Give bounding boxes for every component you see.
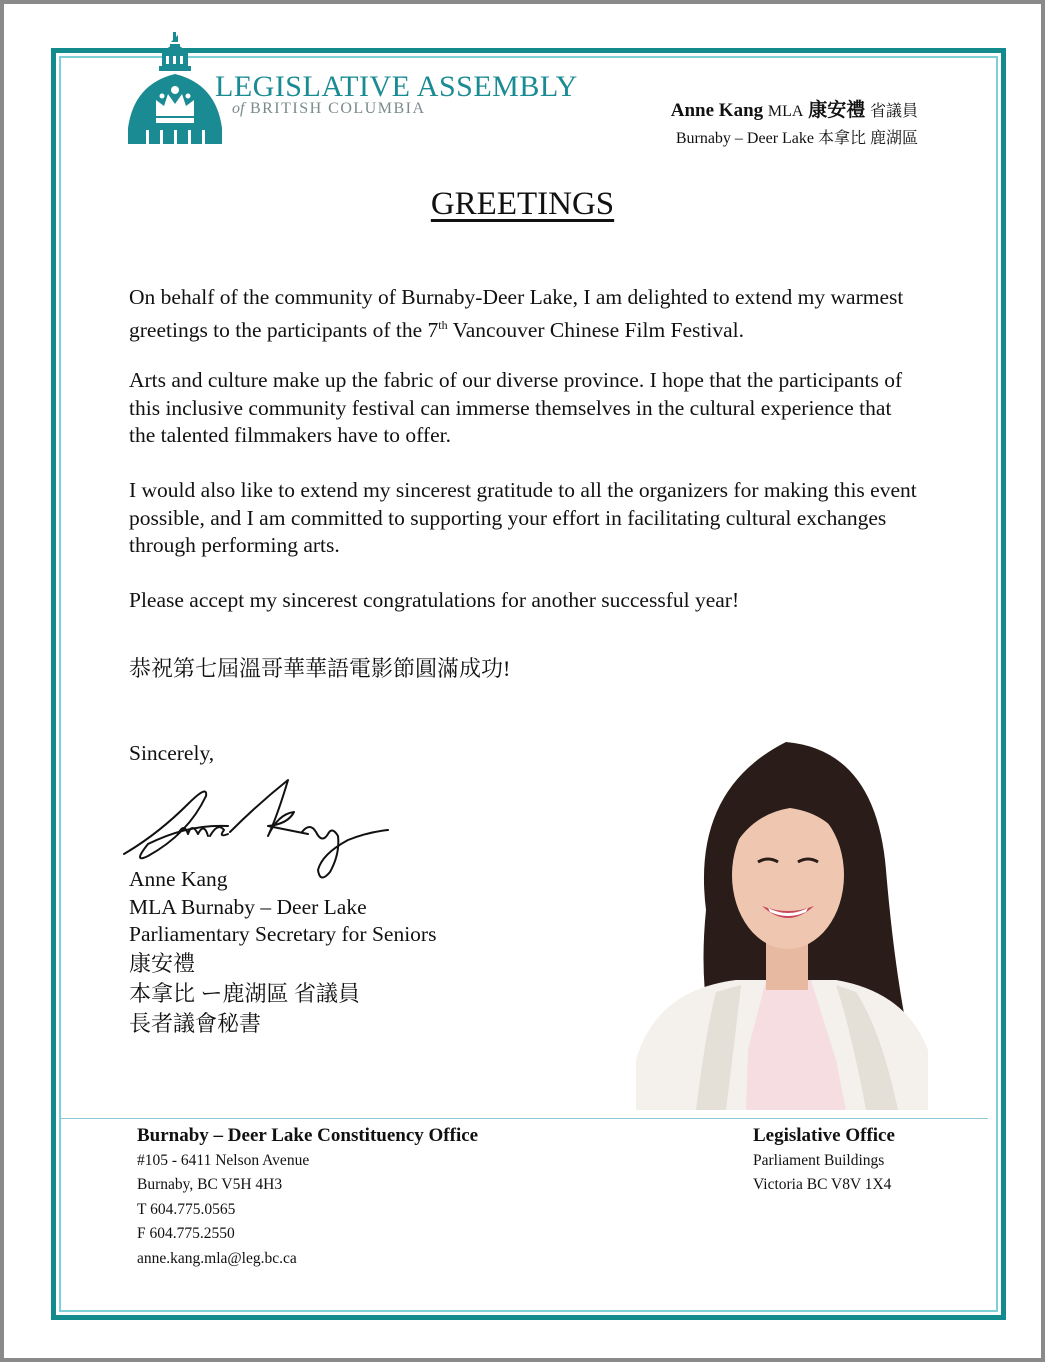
constituency-heading: Burnaby – Deer Lake Constituency Office: [137, 1125, 479, 1146]
page-title: GREETINGS: [430, 186, 615, 222]
closing: Sincerely,: [129, 741, 215, 765]
constituency-fax: F 604.775.2550: [137, 1225, 235, 1243]
mla-name: Anne Kang: [670, 100, 764, 121]
ordinal-suffix: th: [438, 317, 448, 332]
legislative-office-info: [753, 1124, 895, 1198]
paragraph-4: Please accept my sincerest congratulations for another successful year!: [129, 588, 740, 612]
paragraph-1: [129, 284, 919, 344]
header-riding: Burnaby – Deer Lake 本拿比 鹿湖區: [675, 130, 918, 147]
constituency-address-2: Burnaby, BC V5H 4H3: [137, 1176, 283, 1194]
constituency-email[interactable]: anne.kang.mla@leg.bc.ca: [137, 1249, 297, 1267]
paragraph-chinese: 恭祝第七屆溫哥華華語電影節圓滿成功!: [129, 656, 511, 681]
footer-divider: [60, 1118, 988, 1119]
legislative-heading: Legislative Office: [753, 1125, 895, 1146]
org-name: LEGISLATIVE ASSEMBLY: [215, 70, 578, 103]
signer-name: Anne Kang: [129, 867, 228, 891]
org-sub-prefix: of: [232, 100, 245, 117]
legislative-address-2: Victoria BC V8V 1X4: [753, 1176, 892, 1194]
signer-role-2: Parliamentary Secretary for Seniors: [129, 922, 437, 946]
org-sub-text: BRITISH COLUMBIA: [249, 100, 426, 117]
paragraph-1-text-a: On behalf of the community of Burnaby-Deer Lake, I am delighted to extend my warmest greetings to the participants of the 7: [129, 285, 904, 342]
signer-name-cn: 康安禮: [129, 950, 196, 976]
signer-role-1-cn: 本拿比 ー鹿湖區 省議員: [129, 980, 361, 1006]
mla-name-cn: 康安禮: [808, 100, 866, 121]
header-mla-name: [671, 95, 918, 122]
legislative-address-1: Parliament Buildings: [753, 1151, 885, 1169]
signer-role-2-cn: 長者議會秘書: [129, 1010, 262, 1036]
constituency-address-1: #105 - 6411 Nelson Avenue: [137, 1151, 310, 1169]
constituency-phone: T 604.775.0565: [137, 1200, 236, 1218]
mla-title-cn: 省議員: [869, 103, 918, 120]
signer-role-1: MLA Burnaby – Deer Lake: [129, 894, 367, 919]
org-subtitle: [232, 100, 426, 118]
signature-block: [129, 866, 436, 1039]
mla-title: MLA: [767, 103, 804, 120]
paragraph-3: I would also like to extend my sincerest gratitude to all the organizers for making this event possible, and I am committed to supporting your effort in facilitating cultural exchanges through performing arts.: [129, 478, 917, 557]
paragraph-1-text-b: Vancouver Chinese Film Festival.: [447, 317, 745, 342]
portrait-photo-icon: [636, 730, 928, 1110]
paragraph-2: Arts and culture make up the fabric of our diverse province. I hope that the participants of this inclusive community festival can immerse themselves in the cultural experience that the talented filmmakers have to offer.: [129, 368, 903, 447]
constituency-office-info: [137, 1124, 478, 1272]
